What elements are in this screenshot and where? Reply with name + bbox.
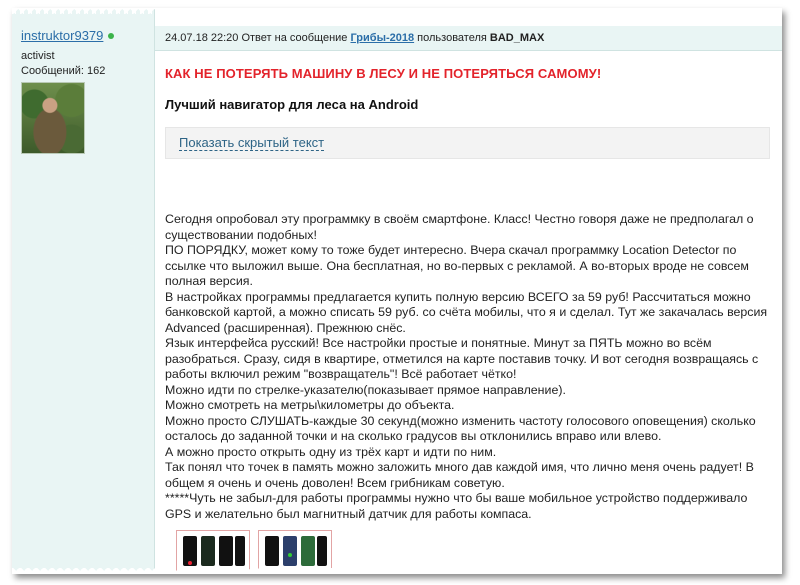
paragraph: А можно просто открыть одну из трёх карт и идти по ним. [165,444,497,459]
post-subheadline: Лучший навигатор для леса на Android [165,97,419,112]
phone-screen-image [301,536,315,566]
post-header [155,26,782,51]
topic-link[interactable]: Грибы-2018 [350,32,415,44]
phone-screen-image [317,536,327,566]
paragraph: Можно идти по стрелке-указателю(показывает прямое направление). [165,382,566,397]
post-body [165,212,770,522]
replied-user: BAD_MAX [489,32,545,44]
post-headline: КАК НЕ ПОТЕРЯТЬ МАШИНУ В ЛЕСУ И НЕ ПОТЕРЯТЬСЯ САМОМУ! [165,66,602,81]
author-sidebar [12,8,155,574]
phone-screen-image [219,536,233,566]
by-user-label: пользователя [417,32,487,44]
phone-screen-image [201,536,215,566]
paragraph: Так понял что точек в память можно заложить много дав каждой имя, что лично меня очень радует! В общем я очень и очень доволен! Всем грибникам советую. [165,460,754,490]
spoiler-box [165,127,770,159]
paragraph: *****Чуть не забыл-для работы программы нужно что бы ваше мобильное устройство поддерживало GPS и желательно был магнитный датчик для работы компаса. [165,491,748,521]
phone-screen-image [265,536,279,566]
phone-screen-image [235,536,245,566]
author-username-link[interactable]: instruktor9379 [21,28,104,43]
forum-post [12,8,782,574]
post-content [165,60,770,522]
paragraph: Можно смотреть на метры\километры до объекта. [165,398,455,412]
paragraph: Сегодня опробовал эту программку в своём смартфоне. Класс! Честно говоря даже не предполагал о существовании подобных! [165,212,754,242]
author-avatar[interactable] [21,82,85,154]
author-rank: activist [21,50,55,62]
username-row [21,28,114,43]
author-post-count: Сообщений: 162 [21,65,106,77]
marker-icon [188,561,192,565]
phone-screen-image [283,536,297,566]
paragraph: Можно просто СЛУШАТЬ-каждые 30 секунд(можно изменить частоту голосового оповещения) сколько осталось до заданной точки и на сколько градусов вы отклонились вправо или влево. [165,413,756,443]
online-status-icon [108,33,114,39]
torn-edge-bottom [12,568,782,574]
post-date-reply: 24.07.18 22:20 Ответ на сообщение [165,32,348,44]
paragraph: ПО ПОРЯДКУ, может кому то тоже будет интересно. Вчера скачал программку Location Detector по ссылке что выложил выше. Она бесплатная, но во-первых с рекламой. А во-вторых вроде не совсем полная версия. [165,243,749,288]
torn-edge-top [12,8,782,14]
paragraph: Язык интерфейса русский! Все настройки простые и понятные. Минут за ПЯТЬ можно во всём разобраться. Сразу, сидя в квартире, отметился на карте поставив точку. И вот сегодня возвращаясь с работы включил режим "возвращатель"! Всё работает чётко! [165,336,759,381]
paragraph: В настройках программы предлагается купить полную версию ВСЕГО за 59 руб! Рассчитаться можно банковской картой, а можно списать 59 руб. со счёта мобилы, что я и сделал. Тут же закачалась версия Advanced (расширенная). Прежнюю снёс. [165,289,768,335]
marker-icon [288,553,292,557]
show-hidden-text-link[interactable]: Показать скрытый текст [179,135,325,150]
